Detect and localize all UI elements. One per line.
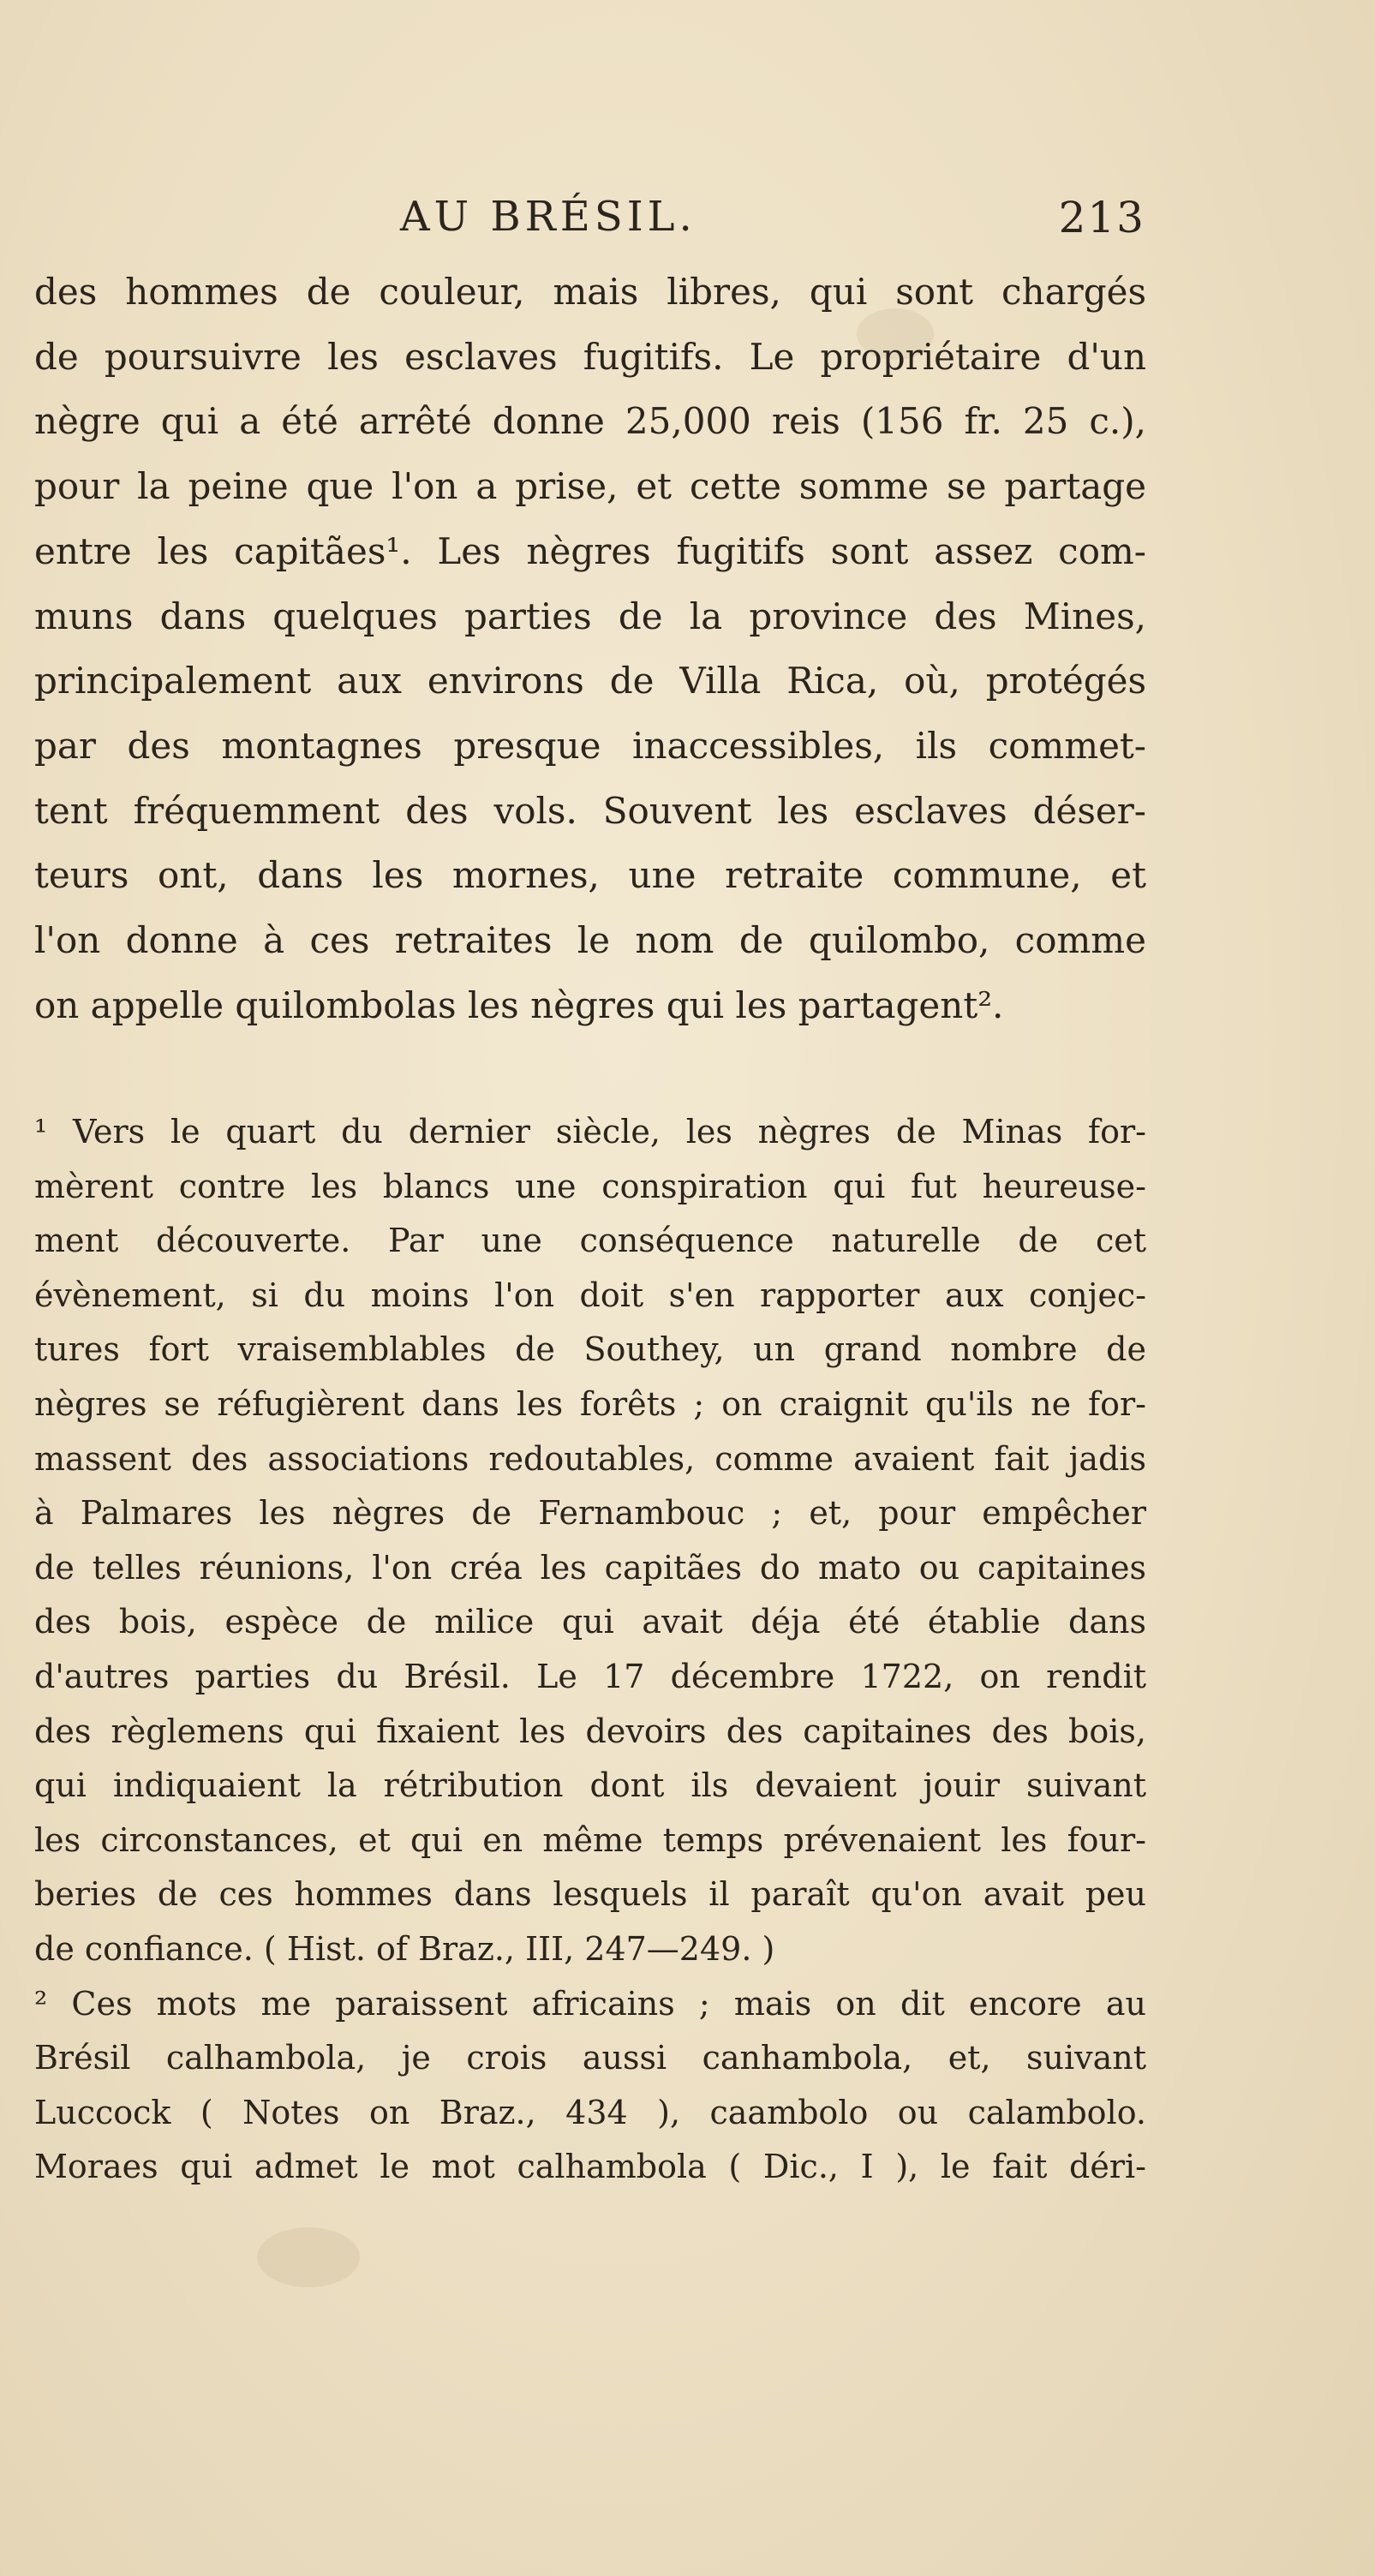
footnote-line: Brésil calhambola, je crois aussi canhambola, et, suivant xyxy=(34,2039,1146,2077)
footnote-line: ¹ Vers le quart du dernier siècle, les nègres de Minas for- xyxy=(34,1113,1146,1151)
text-line: entre les capitães¹. Les nègres fugitifs sont assez com- xyxy=(34,529,1146,572)
main-text xyxy=(34,260,1146,1037)
page-number: 213 xyxy=(1058,193,1145,242)
footnote-line: d'autres parties du Brésil. Le 17 décembre 1722, on rendit xyxy=(34,1657,1146,1695)
footnote-line: de telles réunions, l'on créa les capitães do mato ou capitaines xyxy=(34,1548,1146,1587)
footnote-line: nègres se réfugièrent dans les forêts ; on craignit qu'ils ne for- xyxy=(34,1384,1146,1423)
text-line: teurs ont, dans les mornes, une retraite commune, et xyxy=(34,854,1146,897)
footnote-line: des règlemens qui fixaient les devoirs des capitaines des bois, xyxy=(34,1712,1146,1750)
page-header xyxy=(36,193,1145,253)
footnote-line: de confiance. ( Hist. of Braz., III, 247—249. ) xyxy=(34,1929,775,1968)
footnote-line: évènement, si du moins l'on doit s'en rapporter aux conjec- xyxy=(34,1276,1146,1314)
paper-stain xyxy=(257,2227,360,2287)
text-line: de poursuivre les esclaves fugitifs. Le propriétaire d'un xyxy=(34,335,1146,378)
footnote-line: ment découverte. Par une conséquence naturelle de cet xyxy=(34,1222,1146,1260)
footnote-1 xyxy=(34,1105,1146,1977)
footnote-2 xyxy=(34,1977,1146,2195)
text-line: tent fréquemment des vols. Souvent les esclaves déser- xyxy=(34,789,1146,832)
footnotes xyxy=(34,1105,1146,2195)
running-title: AU BRÉSIL. xyxy=(400,193,696,241)
text-line: des hommes de couleur, mais libres, qui sont chargés xyxy=(34,271,1146,313)
text-line: muns dans quelques parties de la province des Mines, xyxy=(34,595,1146,637)
text-line: par des montagnes presque inaccessibles, ils commet- xyxy=(34,724,1146,767)
footnote-line: tures fort vraisemblables de Southey, un grand nombre de xyxy=(34,1330,1146,1369)
footnote-line: des bois, espèce de milice qui avait déja été établie dans xyxy=(34,1603,1146,1641)
text-line: l'on donne à ces retraites le nom de quilombo, comme xyxy=(34,919,1146,962)
footnote-line: à Palmares les nègres de Fernambouc ; et, pour empêcher xyxy=(34,1494,1146,1533)
footnote-line: qui indiquaient la rétribution dont ils devaient jouir suivant xyxy=(34,1766,1146,1805)
footnote-line: ² Ces mots me paraissent africains ; mais on dit encore au xyxy=(34,1984,1146,2023)
text-line: pour la peine que l'on a prise, et cette somme se partage xyxy=(34,465,1146,508)
text-line: principalement aux environs de Villa Rica, où, protégés xyxy=(34,660,1146,702)
footnote-line: Moraes qui admet le mot calhambola ( Dic., I ), le fait déri- xyxy=(34,2148,1146,2186)
text-line: nègre qui a été arrêté donne 25,000 reis (156 fr. 25 c.), xyxy=(34,400,1146,443)
footnote-line: massent des associations redoutables, comme avaient fait jadis xyxy=(34,1439,1146,1478)
footnote-line: les circonstances, et qui en même temps prévenaient les four- xyxy=(34,1820,1146,1859)
footnote-line: mèrent contre les blancs une conspiration qui fut heureuse- xyxy=(34,1167,1146,1205)
footnote-line: beries de ces hommes dans lesquels il paraît qu'on avait peu xyxy=(34,1875,1146,1914)
text-line: on appelle quilombolas les nègres qui les partagent². xyxy=(34,983,1004,1026)
footnote-line: Luccock ( Notes on Braz., 434 ), caambolo ou calambolo. xyxy=(34,2093,1146,2131)
